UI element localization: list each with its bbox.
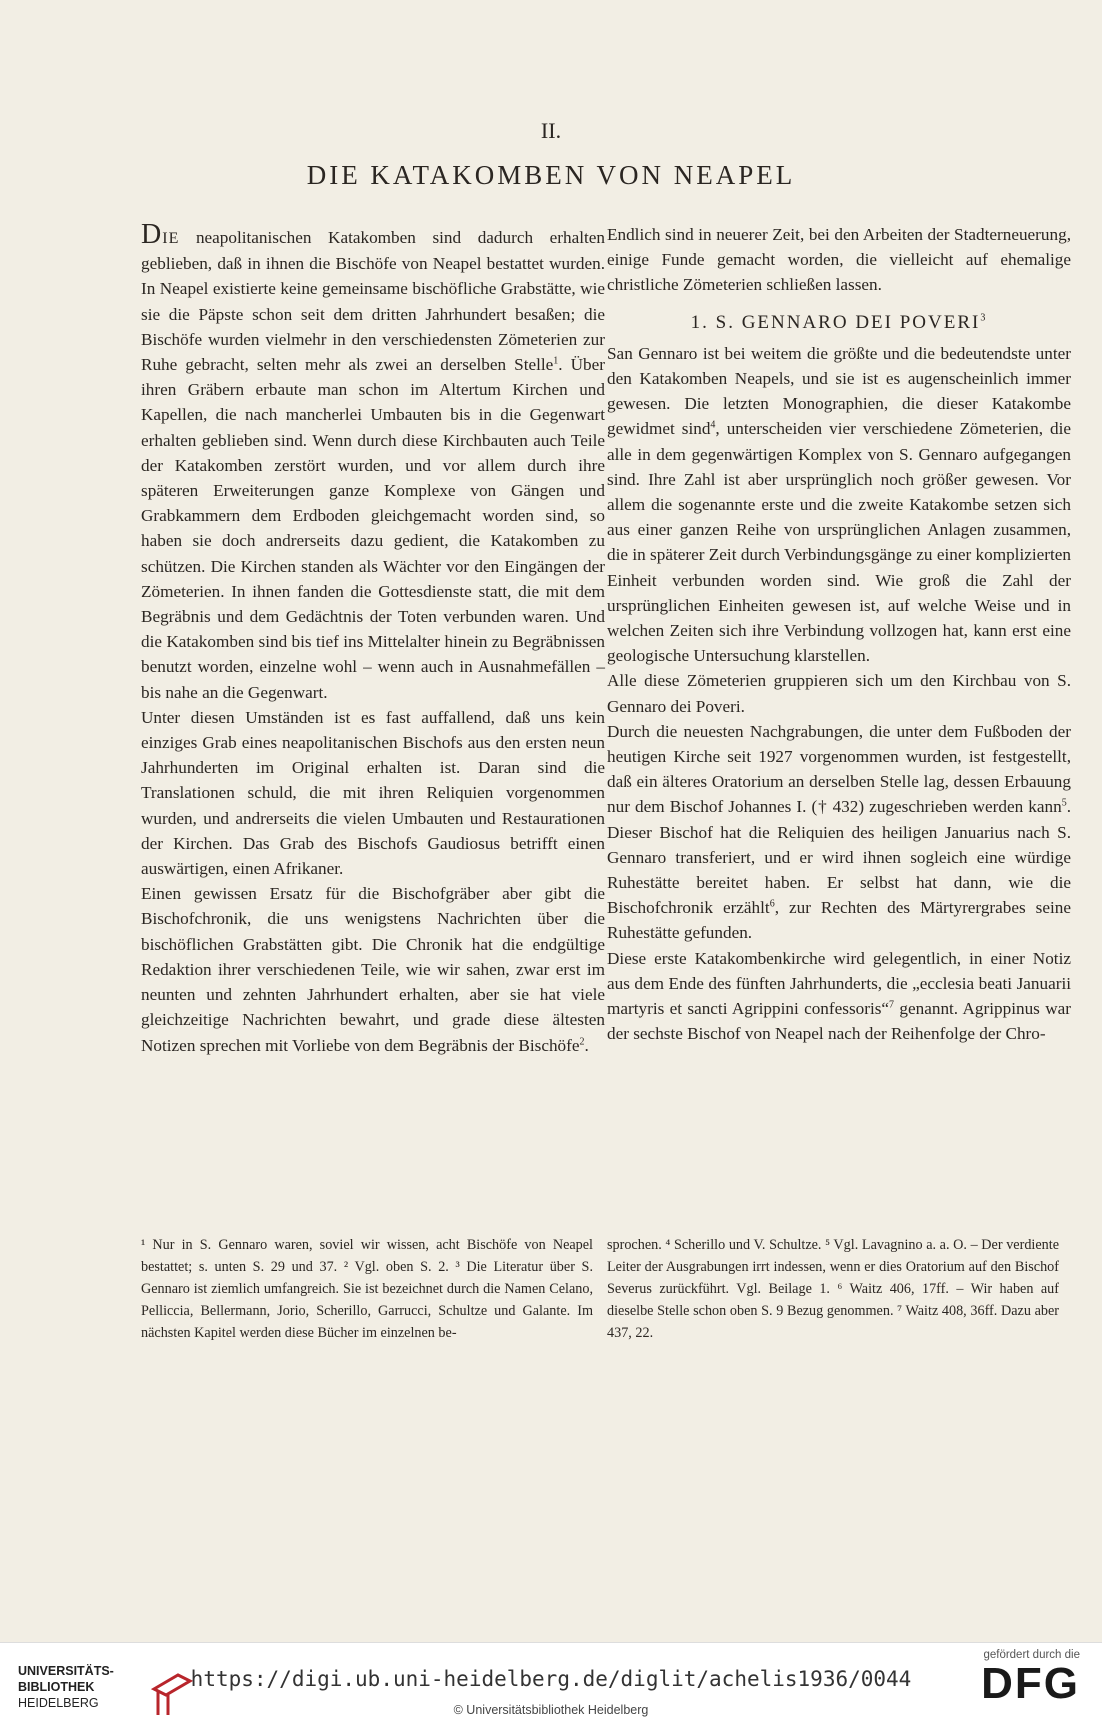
text: . [584, 1035, 589, 1055]
text: . Dieser Bischof hat die Reliquien des heiligen Januarius nach S. Gennaro transferiert, und er wird ihnen sogleich eine würdige Ruhestätte bereitet haben. Er selbst hat dann, wie die Bischofchronik erzählt [607, 797, 1071, 918]
section-heading-text: 1. S. GENNARO DEI POVERI [690, 311, 981, 333]
logo-line: UNIVERSITÄTS- [18, 1664, 114, 1678]
text: Durch die neuesten Nachgrabungen, die unter dem Fußboden der heutigen Kirche seit 1927 vorgenommen wurden, ist festgestellt, daß ein älteres Oratorium an derselben Stelle lag, dessen Erbauung nur dem Bischof Johannes I. († 432) zugeschrieben werden kann [607, 721, 1071, 817]
paragraph [607, 946, 1071, 1047]
chapter-title: DIE KATAKOMBEN VON NEAPEL [306, 160, 796, 190]
paragraph [141, 219, 606, 705]
copyright-notice: © Universitätsbibliothek Heidelberg [453, 1703, 649, 1717]
text: neapolitanischen Katakomben sind dadurch erhalten geblieben, daß in ihnen die Bischöfe von Neapel bestattet wurden. In Neapel existierte keine gemeinsame bischöfliche Grabstätte, wie sie die Päpste schon seit dem dritten Jahrhundert besaßen; die Bischöfe wurden vielmehr in den verschiedensten Zömeterien zur Ruhe gebracht, selten mehr als zwei an derselben Stelle [141, 228, 605, 375]
dropcap-rest: IE [162, 230, 180, 247]
paragraph: Endlich sind in neuerer Zeit, bei den Arbeiten der Stadterneuerung, einige Funde gemacht worden, die vielleicht auf ehemalige christliche Zömeterien schließen lassen. [607, 225, 1071, 295]
footnote-ref[interactable]: 5 [1061, 797, 1067, 809]
footnote-ref[interactable]: 2 [579, 1035, 585, 1047]
left-column [141, 219, 606, 1058]
text: . Über ihren Gräbern erbaute man schon im Altertum Kirchen und Kapellen, die nach mancherlei Umbauten bis in die Gegenwart erhalten geblieben sind. Wenn durch diese Kirchbauten auch Teile der Katakomben zerstört wurden, und vor allem durch ihre späteren Erweiterungen ganze Komplexe von Gängen und Grabkammern dem Erdboden gleichgemacht worden sind, so haben sie doch andrerseits dazu gedient, die Katakomben zu schützen. Die Kirchen standen als Wächter vor den Eingängen der Zömeterien. In ihnen fanden die Gottesdienste statt, die mit dem Begräbnis und dem Gedächtnis der Toten verbunden waren. Und die Katakomben sind bis tief ins Mittelalter hinein zu Begräbnissen benutzt worden, einzelne wohl – wenn auch in Ausnahmefällen – bis nahe an die Gegenwart. [141, 355, 606, 702]
text: Diese erste Katakombenkirche wird gelegentlich, in einer Notiz aus dem Ende des fünften Jahrhunderts, die „ecclesia beati Januarii martyris et sancti Agrippini confessoris“ [607, 948, 1071, 1019]
footnote-ref[interactable]: 4 [710, 419, 716, 431]
footnote-ref[interactable]: 7 [889, 999, 895, 1011]
text: , unterscheiden vier verschiedene Zömeterien, die alle in dem gegenwärtigen Komplex von S. Gennaro aufgegangen sind. Ihre Zahl ist aber ursprünglich noch größer gewesen. Vor allem die sogenannte erste und die zweite Katakombe setzen sich aus einer ganzen Reihe von ursprünglichen Anlagen zusammen, die in späterer Zeit durch Verbindungsgänge zu einer komplizierten Einheit verbunden worden sind. Wie groß die Zahl der ursprünglichen Einheiten gewesen ist, auf welche Weise und in welchen Zeiten sich ihre Verbindung vollzogen hat, kann erst eine geologische Untersuchung klarstellen. [607, 419, 1071, 666]
logo-line: HEIDELBERG [18, 1696, 99, 1710]
section-heading [607, 310, 1071, 335]
footnotes-right: sprochen. ⁴ Scherillo und V. Schultze. ⁵ Vgl. Lavagnino a. a. O. – Der verdiente Leiter der Ausgrabungen irrt indessen, wenn er dies Oratorium auf den Bischof Severus zurückführt. Vgl. Beilage 1. ⁶ Waitz 406, 17ff. – Wir haben auf dieselbe Stelle schon oben S. 9 Bezug genommen. ⁷ Waitz 408, 36ff. Dazu aber 437, 22. [607, 1237, 1059, 1341]
text: , zur Rechten des Märtyrergrabes seine Ruhestätte gefunden. [607, 898, 1071, 943]
footnote-ref[interactable]: 1 [553, 355, 559, 367]
dfg-logo[interactable] [965, 1649, 1080, 1707]
paragraph: Alle diese Zömeterien gruppieren sich um den Kirchbau von S. Gennaro dei Poveri. [607, 671, 1071, 716]
logo-line: BIBLIOTHEK [18, 1680, 95, 1694]
page-number: II. [540, 118, 562, 143]
right-column [607, 222, 1071, 1047]
funder-caption: gefördert durch die [983, 1649, 1080, 1661]
funder-name: DFG [981, 1659, 1080, 1708]
dropcap: D [141, 219, 163, 250]
permalink-url[interactable]: https://digi.ub.uni-heidelberg.de/diglit/achelis1936/0044 [190, 1667, 912, 1691]
footnotes-left: ¹ Nur in S. Gennaro waren, soviel wir wissen, acht Bischöfe von Neapel bestattet; s. unten S. 29 und 37. ² Vgl. oben S. 2. ³ Die Literatur über S. Gennaro ist ziemlich umfangreich. Sie ist bezeichnet durch die Namen Celano, Pelliccia, Bellermann, Jorio, Scherillo, Garrucci, Schultze und Galante. Im nächsten Kapitel werden diese Bücher im einzelnen be- [141, 1237, 593, 1341]
paragraph [607, 719, 1071, 946]
text: San Gennaro ist bei weitem die größte und die bedeutendste unter den Katakomben Neapels, und sie ist es augenscheinlich immer gewesen. Die letzten Monographien, die dieser Katakombe gewidmet sind [607, 343, 1071, 439]
footnote-ref[interactable]: 6 [769, 898, 775, 910]
text: Einen gewissen Ersatz für die Bischofgräber aber gibt die Bischofchronik, die uns wenigstens Nachrichten über die bischöflichen Grabstätten gibt. Die Chronik hat die endgültige Redaktion ihrer verschiedenen Teile, wie wir sahen, zwar erst im neunten und zehnten Jahrhundert erhalten, aber sie hat viele gleichzeitige Nachrichten bewahrt, und grade diese ältesten Notizen sprechen mit Vorliebe von dem Begräbnis der Bischöfe [141, 884, 605, 1055]
paragraph [141, 881, 605, 1057]
paragraph [607, 341, 1071, 669]
viewer-footer [0, 1642, 1102, 1731]
text: genannt. Agrippinus war der sechste Bischof von Neapel nach der Reihenfolge der Chro- [607, 999, 1071, 1044]
footnote-ref[interactable]: 3 [980, 312, 988, 324]
paragraph: Unter diesen Umständen ist es fast auffallend, daß uns kein einziges Grab eines neapolitanischen Bischofs aus den ersten neun Jahrhunderten im Original erhalten ist. Daran sind die Translationen schuld, die mit ihren Reliquien vorgenommen wurden, und andrerseits die vielen Umbauten und Restaurationen der Kirchen. Das Grab des Bischofs Gaudiosus betrifft einen auswärtigen, einen Afrikaner. [141, 707, 605, 879]
